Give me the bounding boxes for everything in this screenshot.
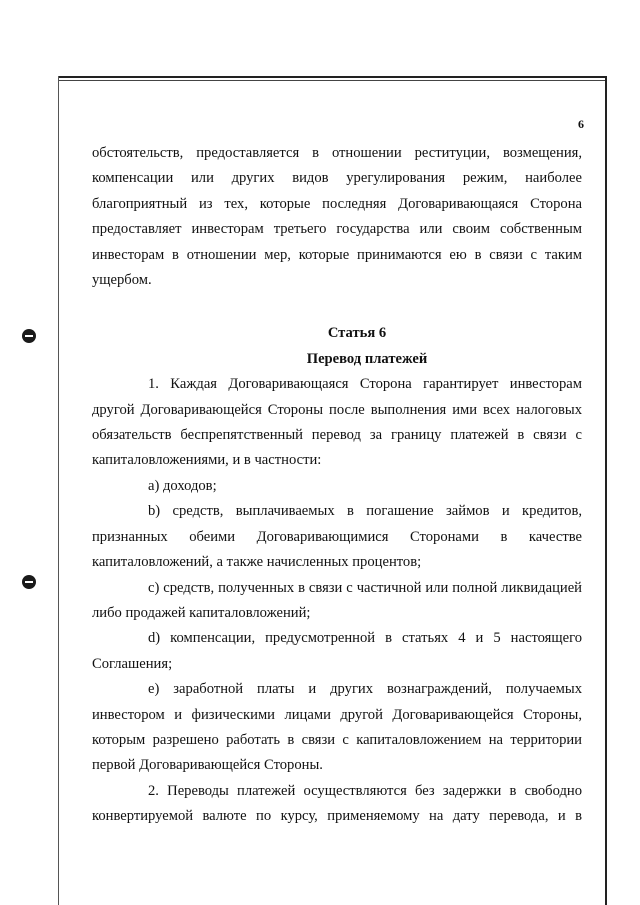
paragraph-1: 1. Каждая Договаривающаяся Сторона гарантирует инвесторам другой Договаривающейся Стороны после выполнения ими всех налоговых обязательств беспрепятственный перевод за границу платежей в связи с капиталовложениями, и в частности: [92, 376, 582, 469]
article-title: Перевод платежей [306, 350, 428, 367]
article-heading [92, 321, 582, 372]
article-number: Статья 6 [327, 325, 387, 342]
list-item-a: а) доходов; [148, 477, 217, 494]
page-frame-top-inner [58, 80, 606, 81]
binder-hole-icon [22, 329, 36, 343]
binder-hole-icon [22, 575, 36, 589]
list-item-b: b) средств, выплачиваемых в погашение займов и кредитов, признанных обеими Договаривающимися Сторонами в качестве капиталовложений, а также начисленных процентов; [92, 503, 582, 571]
page-frame-left [58, 76, 59, 905]
document-body [92, 141, 582, 830]
list-item-d: d) компенсации, предусмотренной в статьях 4 и 5 настоящего Соглашения; [92, 630, 582, 672]
continuation-paragraph: обстоятельств, предоставляется в отношении реституции, возмещения, компенсации или других видов урегулирования режим, наиболее благоприятный из тех, которые последняя Договаривающаяся Сторона предоставляет инвесторам третьего государства или своим собственным инвесторам в отношении мер, которые принимаются ею в связи с таким ущербом. [92, 145, 582, 289]
page-number: 6 [578, 117, 584, 131]
list-item-c: с) средств, полученных в связи с частичной или полной ликвидацией либо продажей капиталовложений; [92, 579, 582, 621]
list-item-e: е) заработной платы и других вознаграждений, получаемых инвестором и физическими лицами другой Договаривающейся Стороны, которым разрешено работать в связи с капиталовложением на территории первой Договаривающейся Стороны. [92, 681, 582, 774]
page-frame-right [605, 76, 607, 905]
paragraph-2: 2. Переводы платежей осуществляются без задержки в свободно конвертируемой валюте по курсу, применяемому на дату перевода, и в [92, 782, 582, 825]
page-frame-top [58, 76, 606, 78]
